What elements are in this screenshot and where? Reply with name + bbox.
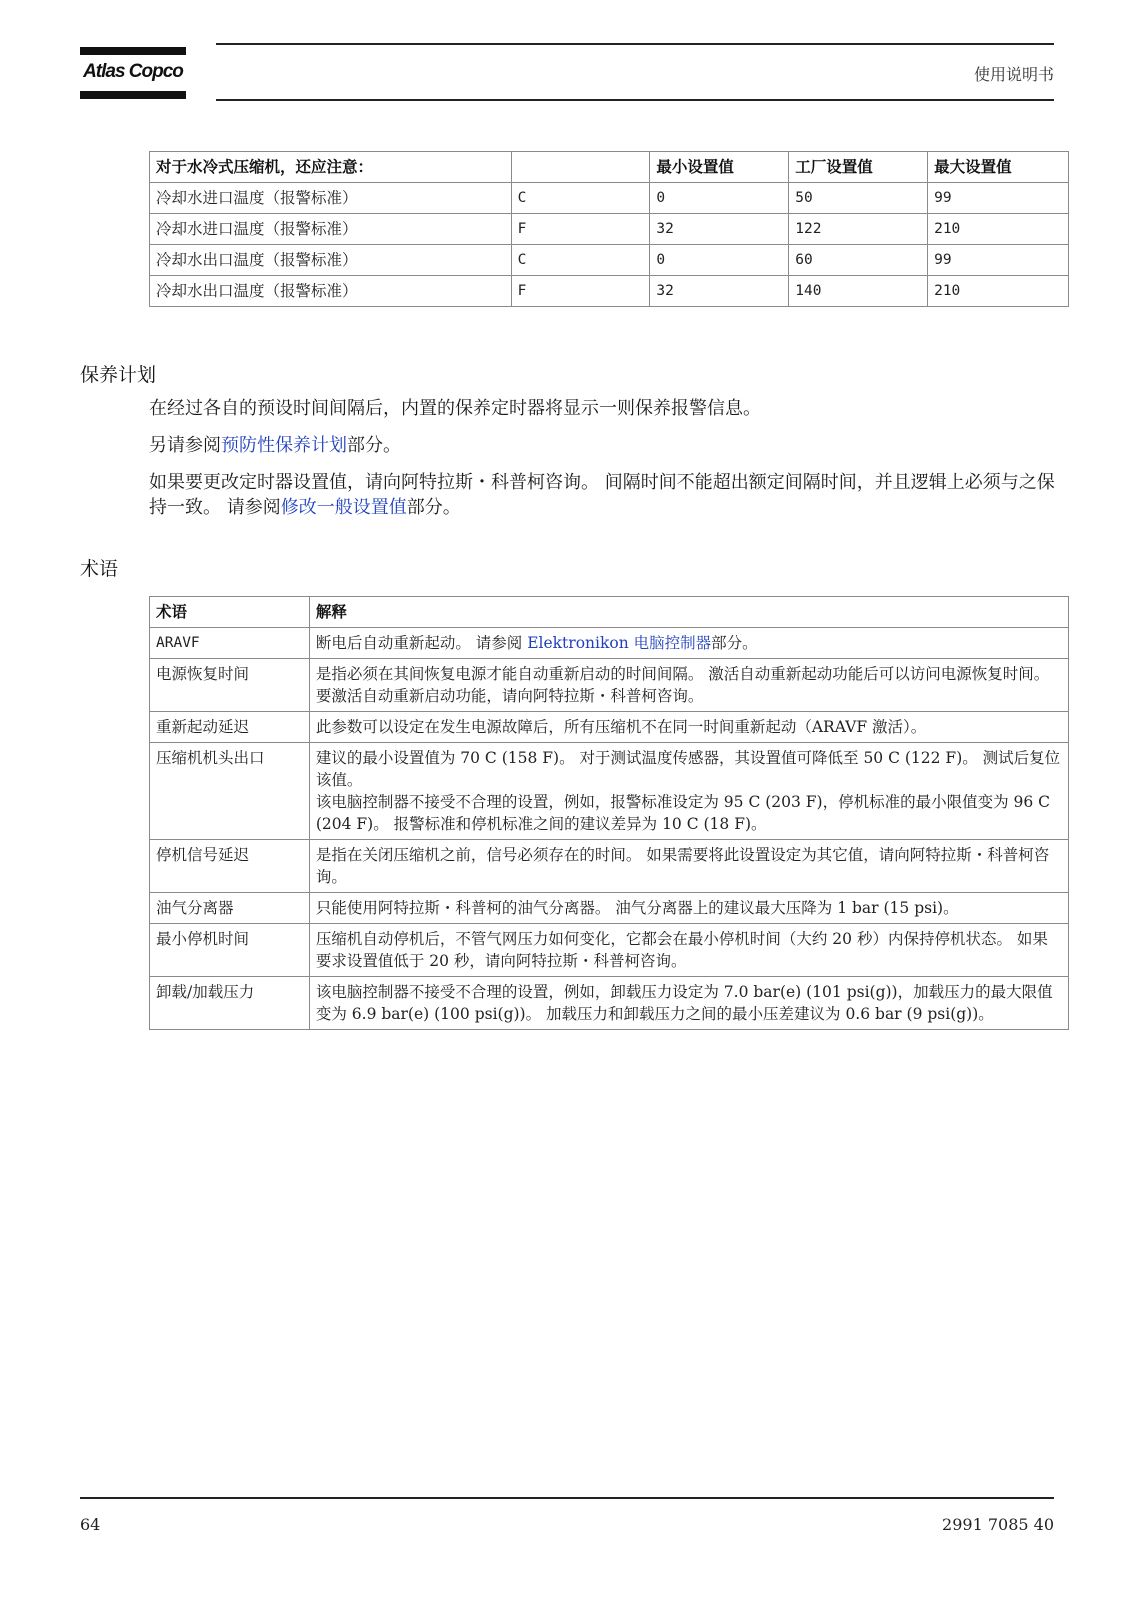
term-cell: 电源恢复时间	[150, 659, 310, 712]
header-cell: 最大设置值	[928, 152, 1069, 183]
text: 部分。	[711, 634, 758, 652]
table-cell: 210	[928, 214, 1069, 245]
term-cell: 卸载/加载压力	[150, 977, 310, 1030]
table-row	[150, 743, 1069, 840]
text: 如果要更改定时器设置值，请向阿特拉斯・科普柯咨询。 间隔时间不能超出额定间隔时间，并且逻辑上必须与之保持一致。 请参阅	[149, 472, 1055, 518]
explanation-cell: 该电脑控制器不接受不合理的设置，例如，卸载压力设定为 7.0 bar(e) (101 psi(g))，加载压力的最大限值变为 6.9 bar(e) (100 psi(g))。 加载压力和卸载压力之间的最小压差建议为 0.6 bar (9 psi(g))。	[309, 977, 1068, 1030]
header-cell: 对于水冷式压缩机，还应注意：	[150, 152, 512, 183]
table-cell: C	[511, 183, 650, 214]
table-cell: 冷却水进口温度（报警标准）	[150, 183, 512, 214]
table-row	[150, 712, 1069, 743]
logo-bar-bottom	[80, 91, 186, 99]
elektronikon-controller-link[interactable]: Elektronikon 电脑控制器	[527, 634, 712, 652]
header-cell: 最小设置值	[650, 152, 789, 183]
explanation-cell: 是指必须在其间恢复电源才能自动重新启动的时间间隔。 激活自动重新起动功能后可以访问电源恢复时间。 要激活自动重新启动功能，请向阿特拉斯・科普柯咨询。	[309, 659, 1068, 712]
table-header-row	[150, 597, 1069, 628]
table-row	[150, 276, 1069, 307]
maintenance-paragraph-3	[149, 470, 1059, 520]
atlas-copco-logo	[80, 47, 186, 99]
explanation-cell: 压缩机自动停机后，不管气网压力如何变化，它都会在最小停机时间（大约 20 秒）内保持停机状态。 如果要求设置值低于 20 秒，请向阿特拉斯・科普柯咨询。	[309, 924, 1068, 977]
footer-rule	[80, 1497, 1054, 1499]
explanation-cell	[309, 743, 1068, 840]
table-cell: 0	[650, 245, 789, 276]
terms-heading: 术语	[80, 558, 119, 580]
maintenance-paragraph-2	[149, 433, 1059, 458]
table-row	[150, 893, 1069, 924]
header-cell: 术语	[150, 597, 310, 628]
water-cooled-settings-table	[149, 151, 1069, 307]
table-cell: 50	[789, 183, 928, 214]
explanation-cell: 是指在关闭压缩机之前，信号必须存在的时间。 如果需要将此设置设定为其它值，请向阿特拉斯・科普柯咨询。	[309, 840, 1068, 893]
terms-table	[149, 596, 1069, 1030]
table-row	[150, 183, 1069, 214]
table-cell: 140	[789, 276, 928, 307]
table-cell: 99	[928, 245, 1069, 276]
table-row	[150, 245, 1069, 276]
table-cell: 122	[789, 214, 928, 245]
explanation-line: 该电脑控制器不接受不合理的设置，例如，报警标准设定为 95 C (203 F)，停机标准的最小限值变为 96 C (204 F)。 报警标准和停机标准之间的建议差异为 10 C (18 F)。	[315, 793, 1051, 833]
preventive-maintenance-link[interactable]: 预防性保养计划	[221, 435, 347, 456]
table-cell: 冷却水进口温度（报警标准）	[150, 214, 512, 245]
page-number: 64	[80, 1515, 101, 1534]
table-row	[150, 924, 1069, 977]
term-cell: 压缩机机头出口	[150, 743, 310, 840]
explanation-cell: 此参数可以设定在发生电源故障后，所有压缩机不在同一时间重新起动（ARAVF 激活）。	[309, 712, 1068, 743]
header-rule-top	[216, 43, 1054, 45]
term-cell: ARAVF	[150, 628, 310, 659]
maintenance-heading: 保养计划	[80, 364, 157, 386]
maintenance-paragraph-1: 在经过各自的预设时间间隔后，内置的保养定时器将显示一则保养报警信息。	[149, 398, 761, 419]
table-row	[150, 977, 1069, 1030]
explanation-cell	[309, 628, 1068, 659]
term-cell: 重新起动延迟	[150, 712, 310, 743]
modify-general-settings-link[interactable]: 修改一般设置值	[280, 497, 407, 518]
table-header-row	[150, 152, 1069, 183]
table-cell: 冷却水出口温度（报警标准）	[150, 276, 512, 307]
text: 另请参阅	[149, 435, 221, 456]
header-rule-bottom	[216, 99, 1054, 101]
text: 断电后自动重新起动。 请参阅	[315, 634, 528, 652]
table-cell: C	[511, 245, 650, 276]
table-cell: 冷却水出口温度（报警标准）	[150, 245, 512, 276]
table-row	[150, 628, 1069, 659]
header-cell: 工厂设置值	[789, 152, 928, 183]
logo-bar-top	[80, 47, 186, 55]
table-row	[150, 214, 1069, 245]
text: 部分。	[406, 497, 461, 518]
table-cell: 32	[650, 276, 789, 307]
table-cell: 99	[928, 183, 1069, 214]
text: 部分。	[347, 435, 401, 456]
table-row	[150, 840, 1069, 893]
table-cell: F	[511, 214, 650, 245]
explanation-line: 建议的最小设置值为 70 C (158 F)。 对于测试温度传感器，其设置值可降低至 50 C (122 F)。 测试后复位该值。	[315, 749, 1061, 789]
table-cell: 60	[789, 245, 928, 276]
term-cell: 油气分离器	[150, 893, 310, 924]
table-cell: 32	[650, 214, 789, 245]
header-cell	[511, 152, 650, 183]
document-number: 2991 7085 40	[942, 1515, 1054, 1534]
header-cell: 解释	[309, 597, 1068, 628]
table-cell: 210	[928, 276, 1069, 307]
document-title: 使用说明书	[973, 65, 1054, 84]
table-cell: 0	[650, 183, 789, 214]
term-cell: 停机信号延迟	[150, 840, 310, 893]
term-cell: 最小停机时间	[150, 924, 310, 977]
explanation-cell: 只能使用阿特拉斯・科普柯的油气分离器。 油气分离器上的建议最大压降为 1 bar (15 psi)。	[309, 893, 1068, 924]
table-row	[150, 659, 1069, 712]
table-cell: F	[511, 276, 650, 307]
logo-wordmark: Atlas Copco	[83, 61, 183, 82]
